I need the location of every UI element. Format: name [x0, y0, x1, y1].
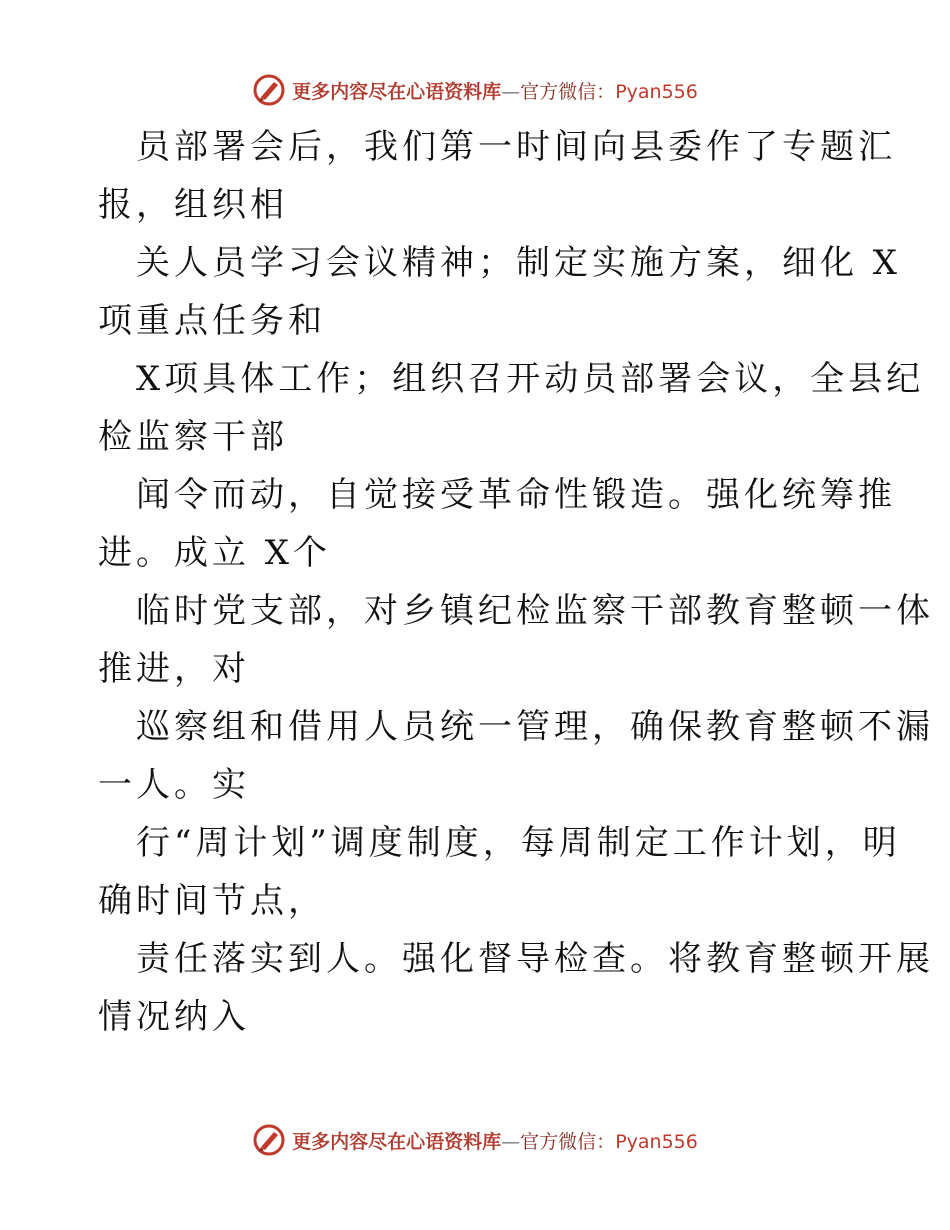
- body-line: 临时党支部，对乡镇纪检监察干部教育整顿一体: [136, 591, 934, 631]
- header-watermark-banner: [0, 70, 950, 110]
- footer-banner-text: [292, 1127, 698, 1154]
- header-wechat-label: 官方微信：: [520, 80, 616, 103]
- body-line: 检监察干部: [98, 417, 288, 457]
- header-site-text: 更多内容尽在心语资料库: [292, 80, 502, 103]
- footer-site-text: 更多内容尽在心语资料库: [292, 1130, 502, 1153]
- body-line: 行“周计划”调度制度，每周制定工作计划，明: [136, 823, 901, 863]
- body-line: 员部署会后，我们第一时间向县委作了专题汇: [136, 127, 896, 167]
- body-line: 报，组织相: [98, 185, 288, 225]
- document-body: [98, 118, 934, 1046]
- footer-watermark-banner: [0, 1120, 950, 1160]
- body-line: 闻令而动，自觉接受革命性锻造。强化统筹推: [136, 475, 896, 515]
- body-line: 巡察组和借用人员统一管理，确保教育整顿不漏: [136, 707, 934, 747]
- body-line: 关人员学习会议精神；制定实施方案，细化 X: [136, 243, 902, 283]
- header-account: Pyan556: [615, 80, 698, 103]
- pen-logo-icon: [252, 73, 286, 107]
- body-line: 项重点任务和: [98, 301, 326, 341]
- body-line: 责任落实到人。强化督导检查。将教育整顿开展: [136, 939, 934, 979]
- body-line: 推进，对: [98, 649, 250, 689]
- header-banner-text: [292, 77, 698, 104]
- body-line: 进。成立 X个: [98, 533, 332, 573]
- body-line: 情况纳入: [98, 997, 250, 1037]
- body-line: X项具体工作；组织召开动员部署会议，全县纪: [136, 359, 925, 399]
- body-line: 确时间节点，: [98, 881, 326, 921]
- header-separator: —: [501, 80, 521, 103]
- footer-separator: —: [501, 1130, 521, 1153]
- footer-wechat-label: 官方微信：: [520, 1130, 616, 1153]
- body-line: 一人。实: [98, 765, 250, 805]
- footer-account: Pyan556: [615, 1130, 698, 1153]
- pen-logo-icon: [252, 1123, 286, 1157]
